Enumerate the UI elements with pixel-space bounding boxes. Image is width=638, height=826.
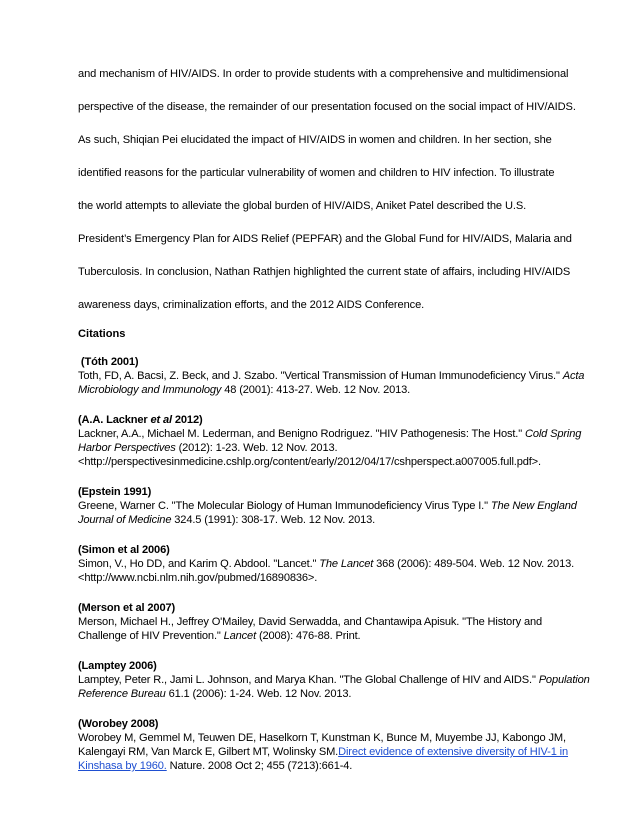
citations-heading: Citations bbox=[78, 328, 126, 340]
citation-line: Greene, Warner C. "The Molecular Biology of Human Immunodeficiency Virus Type I." The New England bbox=[78, 500, 577, 512]
body-line: identified reasons for the particular vulnerability of women and children to HIV infection. To illustrate bbox=[78, 167, 555, 179]
citation-line: Challenge of HIV Prevention." Lancet (2008): 476-88. Print. bbox=[78, 630, 361, 642]
citation-url: <http://www.ncbi.nlm.nih.gov/pubmed/16890836>. bbox=[78, 572, 318, 584]
citation-label: (Tóth 2001) bbox=[78, 356, 139, 368]
citation-line: Kinshasa by 1960. Nature. 2008 Oct 2; 455 (7213):661-4. bbox=[78, 760, 353, 772]
citation-line: Toth, FD, A. Bacsi, Z. Beck, and J. Szabo. "Vertical Transmission of Human Immunodeficiency Virus." Acta bbox=[78, 370, 585, 382]
body-line: the world attempts to alleviate the global burden of HIV/AIDS, Aniket Patel described the U.S. bbox=[78, 200, 527, 212]
document-page bbox=[78, 68, 590, 773]
citation-line: Worobey M, Gemmel M, Teuwen DE, Haselkorn T, Kunstman K, Bunce M, Muyembe JJ, Kabongo JM, bbox=[78, 732, 566, 744]
body-line: perspective of the disease, the remainder of our presentation focused on the social impact of HIV/AIDS. bbox=[78, 101, 576, 113]
citation-worobey bbox=[78, 717, 568, 773]
citation-line: Merson, Michael H., Jeffrey O'Mailey, David Serwadda, and Chantawipa Apisuk. "The History and bbox=[78, 616, 543, 628]
citation-line: Kalengayi RM, Van Marck E, Gilbert MT, Wolinsky SM.Direct evidence of extensive diversity of HIV-1 in bbox=[78, 746, 569, 758]
body-line: awareness days, criminalization efforts, and the 2012 AIDS Conference. bbox=[78, 299, 425, 311]
citation-line: Lackner, A.A., Michael M. Lederman, and Benigno Rodriguez. "HIV Pathogenesis: The Host." Cold Spring bbox=[78, 428, 582, 440]
citation-epstein bbox=[78, 485, 577, 527]
citation-line: Reference Bureau 61.1 (2006): 1-24. Web. 12 Nov. 2013. bbox=[78, 688, 352, 700]
citation-label: (Merson et al 2007) bbox=[78, 602, 176, 614]
body-paragraph bbox=[78, 68, 576, 312]
citation-line: Microbiology and Immunology 48 (2001): 413-27. Web. 12 Nov. 2013. bbox=[78, 384, 411, 396]
citation-label: (Lamptey 2006) bbox=[78, 660, 157, 672]
citation-line: Harbor Perspectives (2012): 1-23. Web. 12 Nov. 2013. bbox=[78, 442, 338, 454]
citation-label: (A.A. Lackner et al 2012) bbox=[78, 414, 203, 426]
citation-lackner bbox=[78, 413, 582, 469]
citation-line: Simon, V., Ho DD, and Karim Q. Abdool. "Lancet." The Lancet 368 (2006): 489-504. Web. 12 Nov. 2013. bbox=[78, 558, 575, 570]
citation-toth bbox=[78, 355, 585, 397]
citation-label: (Worobey 2008) bbox=[78, 718, 159, 730]
body-line: As such, Shiqian Pei elucidated the impact of HIV/AIDS in women and children. In her section, she bbox=[78, 134, 552, 146]
body-line: and mechanism of HIV/AIDS. In order to provide students with a comprehensive and multidimensional bbox=[78, 68, 569, 80]
citation-simon bbox=[78, 543, 575, 585]
body-line: Tuberculosis. In conclusion, Nathan Rathjen highlighted the current state of affairs, including HIV/AIDS bbox=[78, 266, 571, 278]
citation-merson bbox=[78, 601, 568, 643]
citation-line: Journal of Medicine 324.5 (1991): 308-17. Web. 12 Nov. 2013. bbox=[78, 514, 376, 526]
citation-lamptey bbox=[78, 659, 590, 701]
article-link[interactable]: Direct evidence of extensive diversity of HIV-1 in bbox=[338, 746, 569, 758]
article-link[interactable]: Kinshasa by 1960. bbox=[78, 760, 167, 772]
citation-label: (Epstein 1991) bbox=[78, 486, 152, 498]
body-line: President’s Emergency Plan for AIDS Relief (PEPFAR) and the Global Fund for HIV/AIDS, Malaria and bbox=[78, 233, 572, 245]
citation-url: <http://perspectivesinmedicine.cshlp.org/content/early/2012/04/17/cshperspect.a007005.full.pdf>. bbox=[78, 456, 541, 468]
citation-label: (Simon et al 2006) bbox=[78, 544, 170, 556]
citation-line: Lamptey, Peter R., Jami L. Johnson, and Marya Khan. "The Global Challenge of HIV and AIDS." Population bbox=[78, 674, 590, 686]
